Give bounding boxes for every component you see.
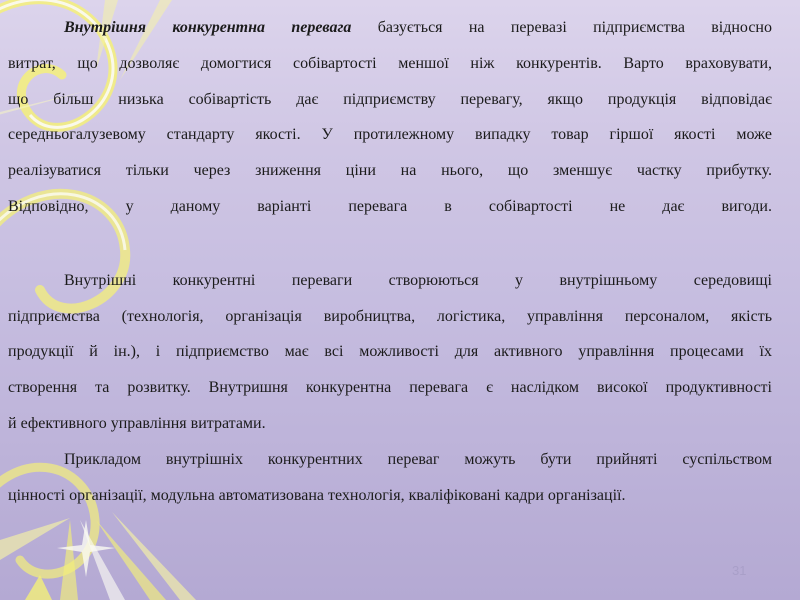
paragraph-2-line-3: продукції й ін.), і підприємство має всі можливості для активного управління процесами їх [8, 343, 772, 361]
paragraph-1-line-1 [8, 10, 772, 46]
paragraph-2-line-2: підприємства (технологія, організація виробництва, логістика, управління персоналом, якість [8, 307, 772, 325]
paragraph-internal-environment [8, 263, 772, 442]
paragraph-2-line-1: Внутрішні конкурентні переваги створюються у внутрішньому середовищі [64, 271, 772, 289]
paragraph-3-line-2: цінності організації, модульна автоматизована технологія, кваліфіковані кадри організації. [8, 486, 626, 504]
paragraph-2-line-4: створення та розвитку. Внутришня конкурентна перевага є наслідком високої продуктивності [8, 379, 772, 397]
paragraph-3-line-1: Прикладом внутрішніх конкурентних переваг можуть бути прийняті суспільством [64, 450, 772, 468]
paragraph-spacer [8, 225, 772, 263]
paragraph-2-line-5: й ефективного управління витратами. [8, 414, 266, 432]
paragraph-1-line-3: що більш низька собівартість дає підприємству перевагу, якщо продукція відповідає [8, 90, 772, 108]
paragraph-1-line-2: витрат, що дозволяє домогтися собівартості меншої ніж конкурентів. Варто враховувати, [8, 54, 772, 72]
paragraph-1-line-4: середньогалузевому стандарту якості. У протилежному випадку товар гіршої якості може [8, 126, 772, 144]
paragraph-1-line-1-rest: базується на перевазі підприємства відносно [351, 19, 772, 36]
paragraph-1-line-6: Відповідно, у даному варіанті перевага в собівартості не дає вигоди. [8, 197, 772, 215]
slide-body-text [8, 10, 772, 513]
slide-number: 31 [732, 563, 747, 578]
paragraph-1-line-5: реалізуватися тільки через зниження ціни на нього, що зменшує частку прибутку. [8, 162, 772, 180]
paragraph-internal-advantage [8, 10, 772, 225]
paragraph-examples [8, 442, 772, 514]
term-internal-advantage: Внутрішня конкурентна перевага [64, 19, 352, 36]
